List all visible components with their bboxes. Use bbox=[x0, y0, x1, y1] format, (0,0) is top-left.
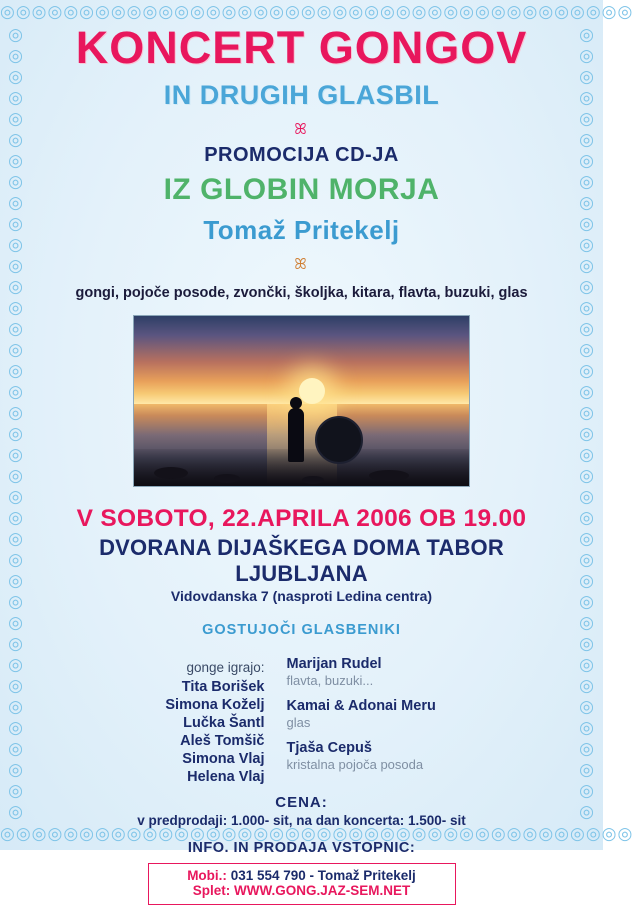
guest-role: glas bbox=[286, 715, 311, 730]
guest-name: Simona Koželj bbox=[165, 697, 265, 713]
contact-web-line bbox=[155, 883, 449, 898]
artist-name: Tomaž Pritekelj bbox=[203, 215, 400, 245]
contact-mobile-label: Mobi.: bbox=[187, 868, 227, 883]
border-bottom-glyphs: ◎◎◎◎◎◎◎◎◎◎◎◎◎◎◎◎◎◎◎◎◎◎◎◎◎◎◎◎◎◎◎◎◎◎◎◎◎◎◎◎ bbox=[0, 824, 633, 843]
guests-other-musicians bbox=[287, 644, 467, 786]
guests-gong-lead: gonge igrajo: bbox=[186, 660, 265, 675]
guests-section bbox=[137, 644, 467, 786]
guest-role: flavta, buzuki... bbox=[286, 673, 374, 688]
contact-mobile-line bbox=[155, 868, 449, 883]
venue-name: DVORANA DIJAŠKEGA DOMA TABOR LJUBLJANA bbox=[99, 535, 504, 586]
guest-name: Kamai & Adonai Meru bbox=[286, 698, 436, 714]
guest-name: Marijan Rudel bbox=[286, 656, 382, 672]
photo-sun bbox=[299, 378, 325, 404]
poster-title-sub: IN DRUGIH GLASBIL bbox=[163, 80, 440, 110]
promo-label: PROMOCIJA CD-JA bbox=[204, 144, 399, 166]
guest-name: Helena Vlaj bbox=[187, 769, 265, 785]
poster-title-main: KONCERT GONGOV bbox=[75, 22, 528, 73]
guest-name: Lučka Šantl bbox=[183, 715, 265, 731]
guest-entry bbox=[287, 656, 467, 688]
contact-box bbox=[148, 863, 456, 905]
instruments-list: gongi, pojoče posode, zvončki, školjka, kitara, flavta, buzuki, glas bbox=[75, 285, 528, 301]
photo-rock bbox=[369, 470, 409, 481]
guest-name: Simona Vlaj bbox=[182, 751, 265, 767]
cd-title: IZ GLOBIN MORJA bbox=[163, 173, 440, 206]
guest-name: Aleš Tomšič bbox=[180, 733, 265, 749]
price-details: v predprodaji: 1.000- sit, na dan koncerta: 1.500- sit bbox=[137, 813, 466, 828]
price-title: CENA: bbox=[275, 794, 328, 811]
contact-web-value[interactable]: WWW.GONG.JAZ-SEM.NET bbox=[234, 883, 411, 898]
photo-gong-silhouette bbox=[315, 416, 363, 464]
guest-name: Tita Borišek bbox=[181, 679, 265, 695]
guests-section-title: GOSTUJOČI GLASBENIKI bbox=[202, 622, 401, 638]
ticket-info-title: INFO. IN PRODAJA VSTOPNIC: bbox=[187, 840, 416, 856]
guest-role: kristalna pojoča posoda bbox=[286, 757, 424, 772]
guest-entry bbox=[287, 698, 467, 730]
sunset-photo bbox=[133, 315, 470, 487]
poster-content bbox=[32, 0, 571, 898]
photo-figure-silhouette bbox=[288, 408, 304, 462]
ornament-icon-2: ꕤ bbox=[294, 256, 309, 273]
contact-mobile-value: 031 554 790 - Tomaž Pritekelj bbox=[230, 868, 416, 883]
guest-entry bbox=[287, 740, 467, 772]
event-datetime: V SOBOTO, 22.APRILA 2006 OB 19.00 bbox=[76, 505, 527, 532]
border-right-glyphs: ◎ ◎ ◎ ◎ ◎ ◎ ◎ ◎ ◎ ◎ ◎ ◎ ◎ ◎ ◎ ◎ ◎ ◎ ◎ ◎ ◎ ◎ ◎ ◎ ◎ ◎ ◎ ◎ ◎ ◎ ◎ ◎ ◎ ◎ ◎ ◎ ◎ ◎ bbox=[579, 25, 595, 821]
guest-name: Tjaša Cepuš bbox=[286, 740, 372, 756]
venue-address: Vidovdanska 7 (nasproti Ledina centra) bbox=[170, 588, 433, 604]
ornament-icon-1: ꕤ bbox=[294, 121, 309, 138]
guests-gong-players bbox=[137, 644, 265, 786]
border-top-glyphs: ◎◎◎◎◎◎◎◎◎◎◎◎◎◎◎◎◎◎◎◎◎◎◎◎◎◎◎◎◎◎◎◎◎◎◎◎◎◎◎◎ bbox=[0, 2, 633, 21]
contact-web-label: Splet: bbox=[192, 883, 231, 898]
photo-rock bbox=[214, 474, 240, 483]
border-left-glyphs: ◎ ◎ ◎ ◎ ◎ ◎ ◎ ◎ ◎ ◎ ◎ ◎ ◎ ◎ ◎ ◎ ◎ ◎ ◎ ◎ ◎ ◎ ◎ ◎ ◎ ◎ ◎ ◎ ◎ ◎ ◎ ◎ ◎ ◎ ◎ ◎ ◎ ◎ bbox=[8, 25, 24, 821]
